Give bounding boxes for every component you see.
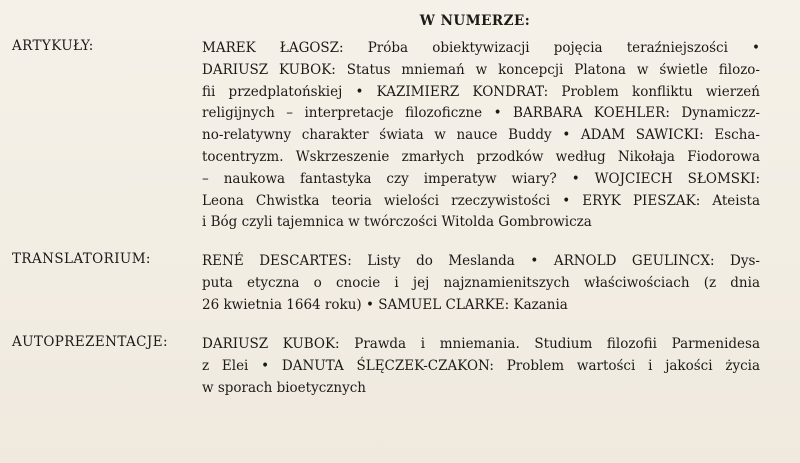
content-line: DARIUSZ KUBOK: Status mniemań w koncepcji Platona w świetle filozo- <box>202 61 760 78</box>
section-content <box>202 38 760 234</box>
section-label: ARTYKUŁY: <box>12 38 94 54</box>
content-line: i Bóg czyli tajemnica w twórczości Witolda Gombrowicza <box>202 214 592 231</box>
section-content <box>202 334 760 399</box>
content-line: fii przedplatońskiej • KAZIMIERZ KONDRAT: Problem konfliktu wierzeń <box>202 83 760 100</box>
content-line: 26 kwietnia 1664 roku) • SAMUEL CLARKE: Kazania <box>202 296 568 313</box>
content-line: DARIUSZ KUBOK: Prawda i mniemania. Studium filozofii Parmenidesa <box>202 336 760 352</box>
content-line: Leona Chwistka teoria wielości rzeczywistości • ERYK PIESZAK: Ateista <box>202 192 760 209</box>
content-line: – naukowa fantastyka czy imperatyw wiary? • WOJCIECH SŁOMSKI: <box>202 170 760 187</box>
content-line: religijnych – interpretacje filozoficzne • BARBARA KOEHLER: Dynamiczz- <box>202 105 760 122</box>
section-label: TRANSLATORIUM: <box>12 251 151 267</box>
content-line: RENÉ DESCARTES: Listy do Meslanda • ARNOLD GEULINCX: Dys- <box>202 253 760 269</box>
content-line: w sporach bioetycznych <box>202 379 366 396</box>
page-title: W NUMERZE: <box>419 13 531 29</box>
content-line: no-relatywny charakter świata w nauce Buddy • ADAM SAWICKI: Escha- <box>202 127 760 144</box>
section-label: AUTOPREZENTACJE: <box>12 334 168 350</box>
section-content <box>202 251 760 316</box>
content-line: puta etyczna o cnocie i jej najznamienitszych właściwościach (z dnia <box>202 274 760 291</box>
content-line: tocentryzm. Wskrzeszenie zmarłych przodków według Nikołaja Fiodorowa <box>202 148 760 165</box>
content-line: z Elei • DANUTA ŚLĘCZEK-CZAKON: Problem wartości i jakości życia <box>202 357 760 374</box>
content-line: MAREK ŁAGOSZ: Próba obiektywizacji pojęcia teraźniejszości • <box>202 40 760 56</box>
